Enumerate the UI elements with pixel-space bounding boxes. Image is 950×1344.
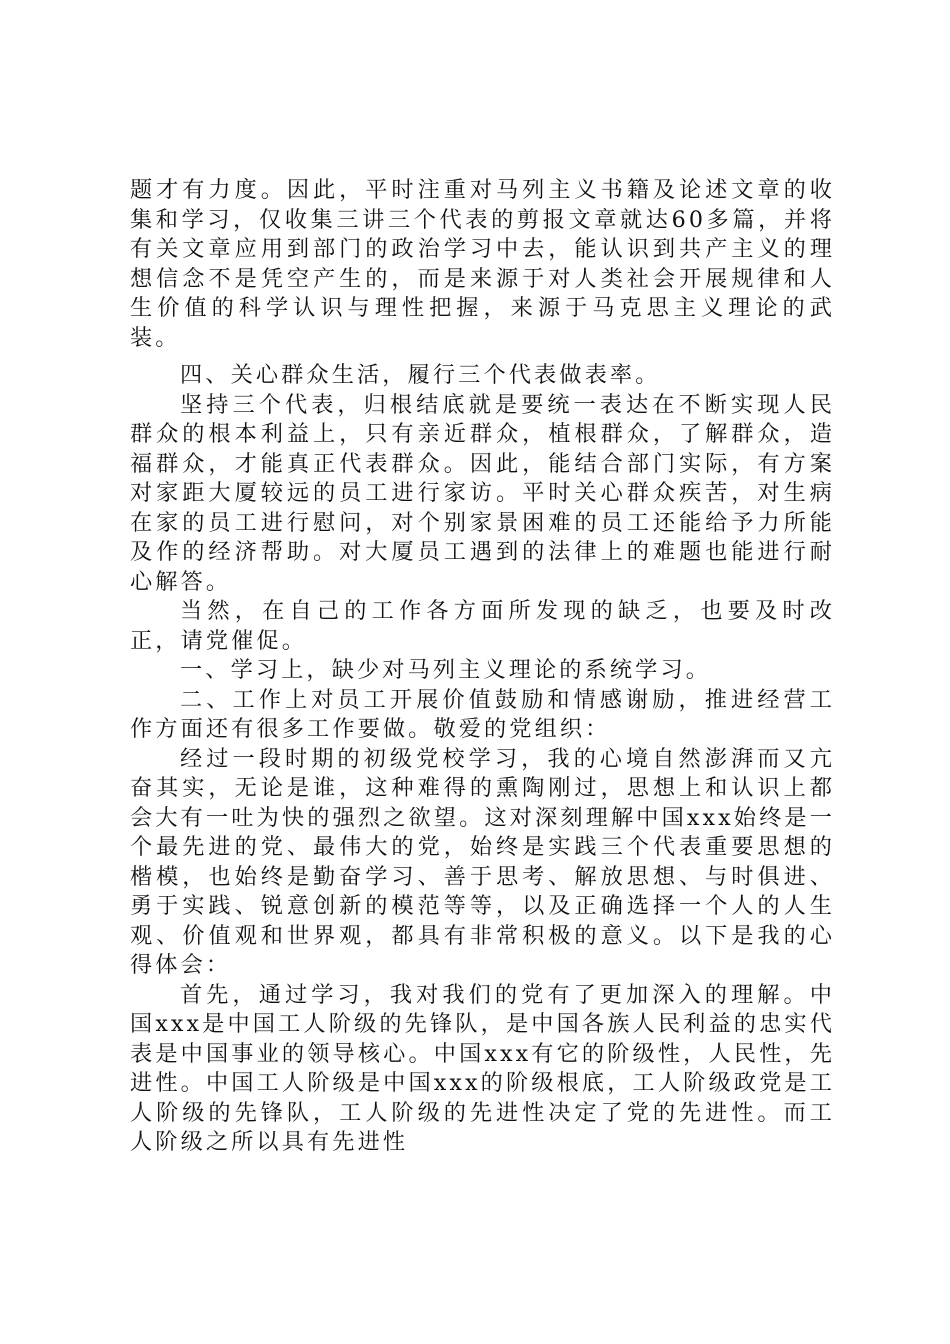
paragraph-continuation: 题才有力度。因此，平时注重对马列主义书籍及论述文章的收集和学习，仅收集三讲三个代表的剪报文章就达60多篇，并将有关文章应用到部门的政治学习中去，能认识到共产主义的理想信念不是凭空产生的，而是来源于对人类社会开展规律和人生价值的科学认识与理性把握，来源于马克思主义理论的武装。 — [130, 177, 835, 351]
reflection-first: 首先，通过学习，我对我们的党有了更加深入的理解。中国xxx是中国工人阶级的先锋队，是中国各族人民利益的忠实代表是中国事业的领导核心。中国xxx有它的阶级性，人民性，先进性。中国工人阶级是中国xxx的阶级根底，工人阶级政党是工人阶级的先锋队，工人阶级的先进性决定了党的先进性。而工人阶级之所以具有先进性 — [130, 981, 835, 1155]
text-block-top — [130, 176, 835, 353]
shortcoming-one: 一、学习上，缺少对马列主义理论的系统学习。 — [180, 657, 712, 683]
shortcoming-two: 二、工作上对员工开展价值鼓励和情感谢励，推进经营工作方面还有很多工作要做。敬爱的党组织： — [130, 686, 835, 742]
shortcomings-intro: 当然，在自己的工作各方面所发现的缺乏，也要及时改正，请党催促。 — [130, 598, 835, 654]
section-four-body: 坚持三个代表，归根结底就是要统一表达在不断实现人民群众的根本利益上，只有亲近群众，植根群众，了解群众，造福群众，才能真正代表群众。因此，能结合部门实际，有方案对家距大厦较远的员工进行家访。平时关心群众疾苦，对生病在家的员工进行慰问，对个别家景困难的员工还能给予力所能及作的经济帮助。对大厦员工遇到的法律上的难题也能进行耐心解答。 — [130, 391, 835, 595]
reflection-intro: 经过一段时期的初级党校学习，我的心境自然澎湃而又亢奋其实，无论是谁，这种难得的熏陶刚过，思想上和认识上都会大有一吐为快的强烈之欲望。这对深刻理解中国xxx始终是一个最先进的党、最伟大的党，始终是实践三个代表重要思想的楷模，也始终是勤奋学习、善于思考、解放思想、与时俱进、勇于实践、锐意创新的模范等等，以及正确选择一个人的人生观、价值观和世界观，都具有非常积极的意义。以下是我的心得体会： — [130, 745, 835, 978]
text-block-main — [130, 361, 835, 1158]
section-four-heading: 四、关心群众生活，履行三个代表做表率。 — [180, 362, 661, 388]
